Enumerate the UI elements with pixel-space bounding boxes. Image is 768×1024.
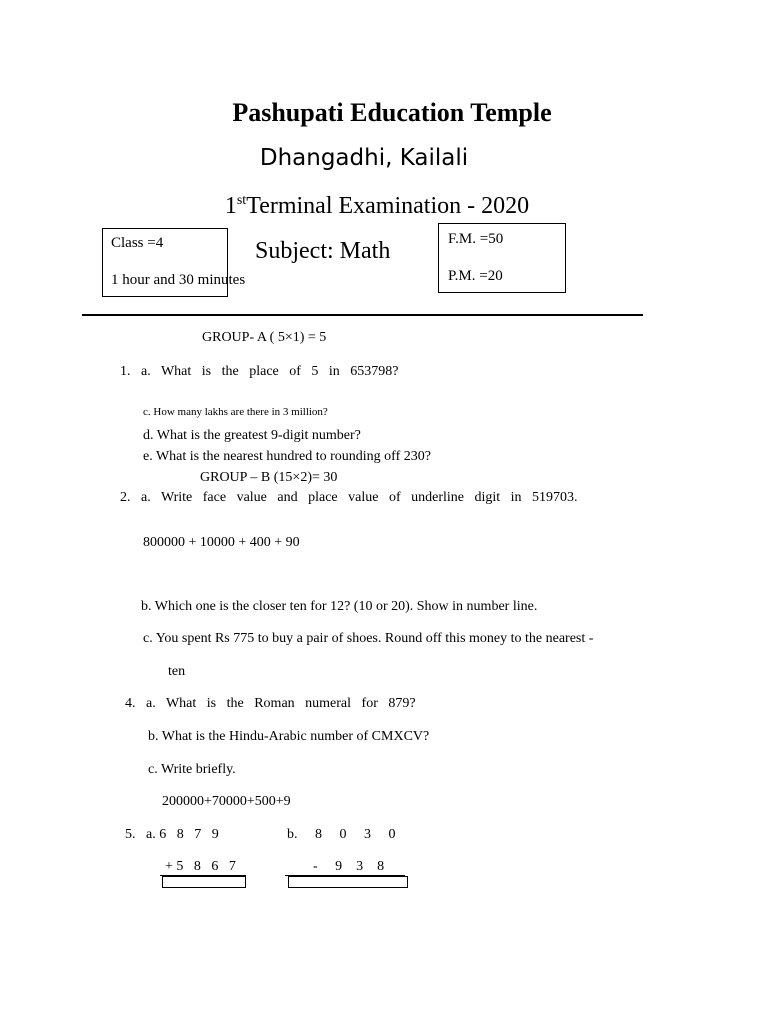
answer-box-5a xyxy=(162,876,246,888)
full-marks: F.M. =50 xyxy=(448,231,504,247)
question-2c-continued: ten xyxy=(168,664,186,679)
exam-number-suffix: st xyxy=(236,193,247,208)
question-5a: 5. a. 6 8 7 9 xyxy=(125,827,219,842)
question-1d: d. What is the greatest 9-digit number? xyxy=(143,428,361,443)
question-1e: e. What is the nearest hundred to rounding off 230? xyxy=(143,449,431,464)
question-5b-subtrahend: - 9 3 8 xyxy=(313,859,385,874)
answer-box-5b xyxy=(288,876,408,888)
school-name: Pashupati Education Temple xyxy=(232,98,552,127)
question-4c-expression: 200000+70000+500+9 xyxy=(162,794,291,809)
exam-title-text: Terminal Examination - 2020 xyxy=(246,193,530,219)
question-5b: b. 8 0 3 0 xyxy=(287,827,396,842)
question-5a-addend: + 5 8 6 7 xyxy=(165,859,236,874)
group-a-title: GROUP- A ( 5×1) = 5 xyxy=(202,330,327,345)
question-2a: 2. a. Write face value and place value of underline digit in 519703. xyxy=(120,490,578,505)
question-1c: c. How many lakhs are there in 3 million? xyxy=(143,406,328,418)
school-location: Dhangadhi, Kailali xyxy=(259,145,469,171)
time-label: 1 hour and 30 minutes xyxy=(111,272,246,288)
question-2c: c. You spent Rs 775 to buy a pair of shoes. Round off this money to the nearest - xyxy=(143,631,594,646)
class-label: Class =4 xyxy=(111,235,164,251)
pass-marks: P.M. =20 xyxy=(448,268,503,284)
question-2b: b. Which one is the closer ten for 12? (10 or 20). Show in number line. xyxy=(141,599,538,614)
question-4a: 4. a. What is the Roman numeral for 879? xyxy=(125,696,416,711)
subject-label: Subject: Math xyxy=(255,238,391,264)
question-1a: 1. a. What is the place of 5 in 653798? xyxy=(120,364,399,379)
divider-line xyxy=(82,314,643,316)
group-b-title: GROUP – B (15×2)= 30 xyxy=(200,470,338,485)
question-2a-expression: 800000 + 10000 + 400 + 90 xyxy=(143,535,300,550)
question-4b: b. What is the Hindu-Arabic number of CMXCV? xyxy=(148,729,430,744)
question-4c: c. Write briefly. xyxy=(148,762,236,777)
exam-title xyxy=(0,193,761,220)
exam-number: 1 xyxy=(224,193,237,219)
